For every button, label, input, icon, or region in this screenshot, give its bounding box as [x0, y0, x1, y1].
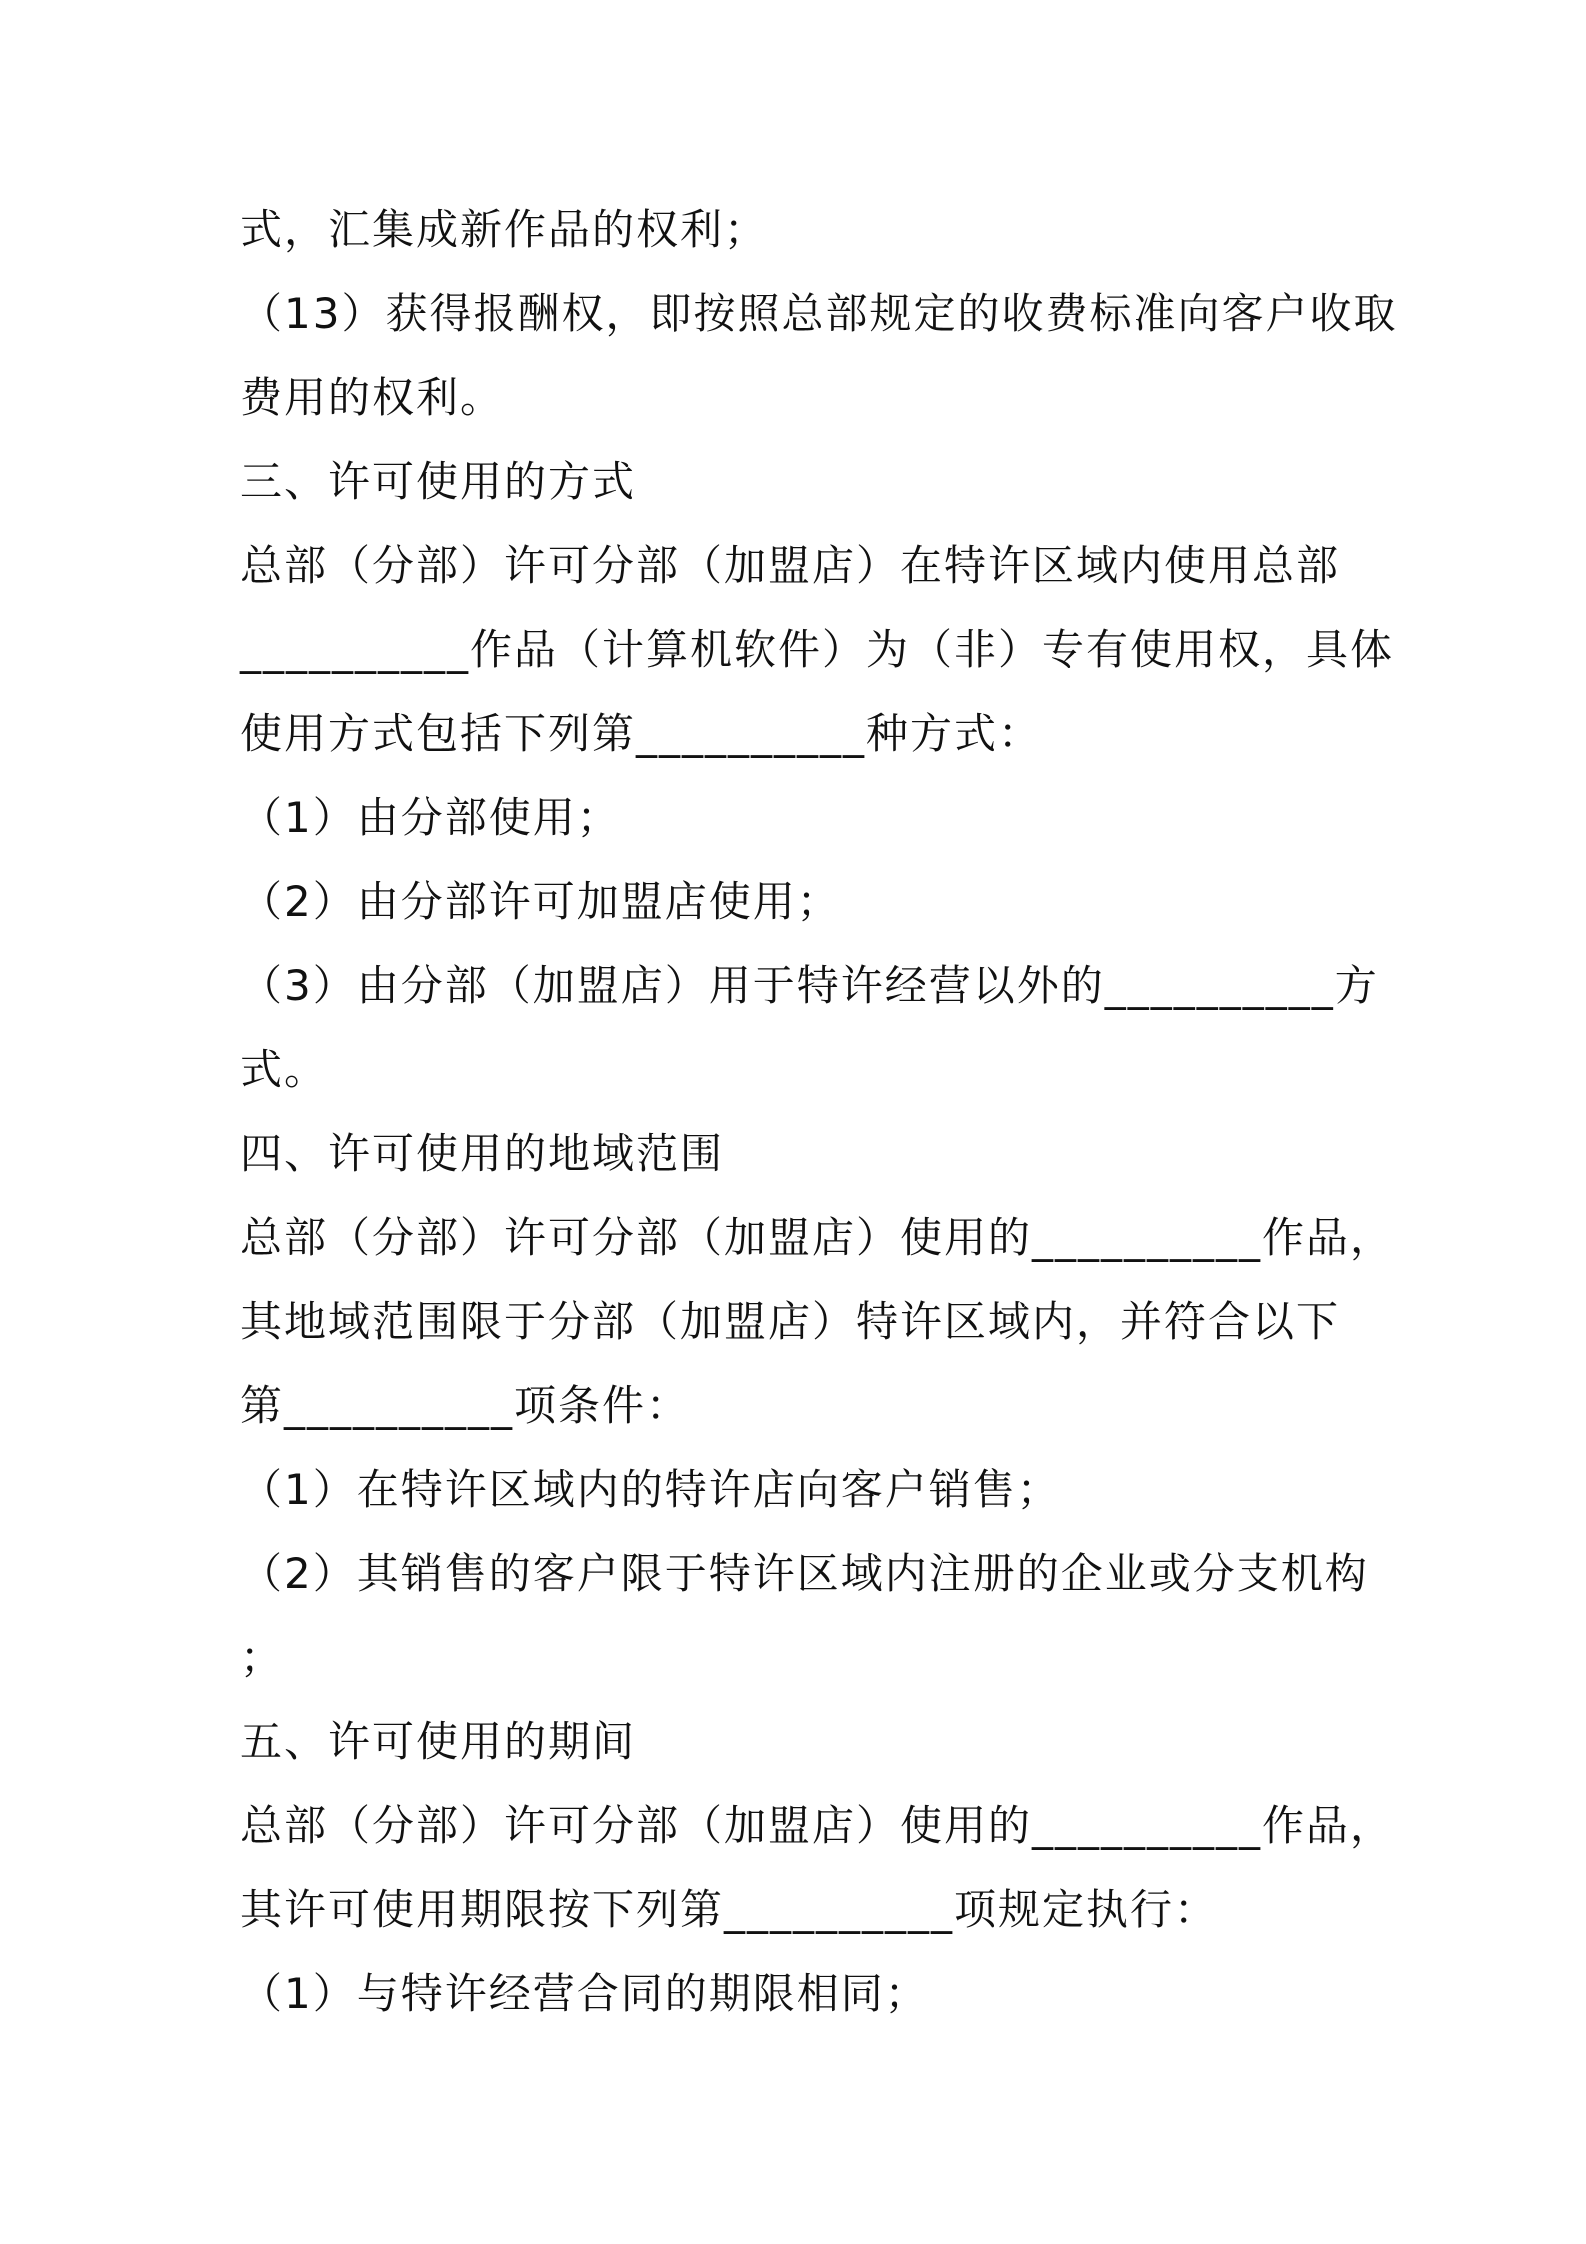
list-item: （1）由分部使用； — [240, 793, 621, 842]
text-line: __________作品（计算机软件）为（非）专有使用权，具体 — [240, 625, 1395, 674]
list-item: （1）在特许区域内的特许店向客户销售； — [240, 1465, 1061, 1514]
text-line: （13）获得报酬权，即按照总部规定的收费标准向客户收取 — [240, 289, 1398, 338]
section-heading: 三、许可使用的方式 — [240, 457, 637, 506]
text-line: 式。 — [240, 1045, 329, 1094]
text-line: 总部（分部）许可分部（加盟店）在特许区域内使用总部 — [240, 541, 1341, 590]
text-line: 其地域范围限于分部（加盟店）特许区域内，并符合以下 — [240, 1297, 1341, 1346]
text-line: 总部（分部）许可分部（加盟店）使用的__________作品， — [240, 1213, 1395, 1262]
section-heading: 四、许可使用的地域范围 — [240, 1129, 725, 1178]
text-line: 式，汇集成新作品的权利； — [240, 205, 769, 254]
text-line: ； — [240, 1633, 285, 1682]
list-item: （2）由分部许可加盟店使用； — [240, 877, 841, 926]
text-line: 使用方式包括下列第__________种方式： — [240, 709, 1043, 758]
text-line: 第__________项条件： — [240, 1381, 691, 1430]
list-item: （1）与特许经营合同的期限相同； — [240, 1969, 929, 2018]
list-item: （3）由分部（加盟店）用于特许经营以外的__________方 — [240, 961, 1379, 1010]
text-line: 费用的权利。 — [240, 373, 505, 422]
text-line: 其许可使用期限按下列第__________项规定执行： — [240, 1885, 1219, 1934]
section-heading: 五、许可使用的期间 — [240, 1717, 637, 1766]
list-item: （2）其销售的客户限于特许区域内注册的企业或分支机构 — [240, 1549, 1369, 1598]
text-line: 总部（分部）许可分部（加盟店）使用的__________作品， — [240, 1801, 1395, 1850]
